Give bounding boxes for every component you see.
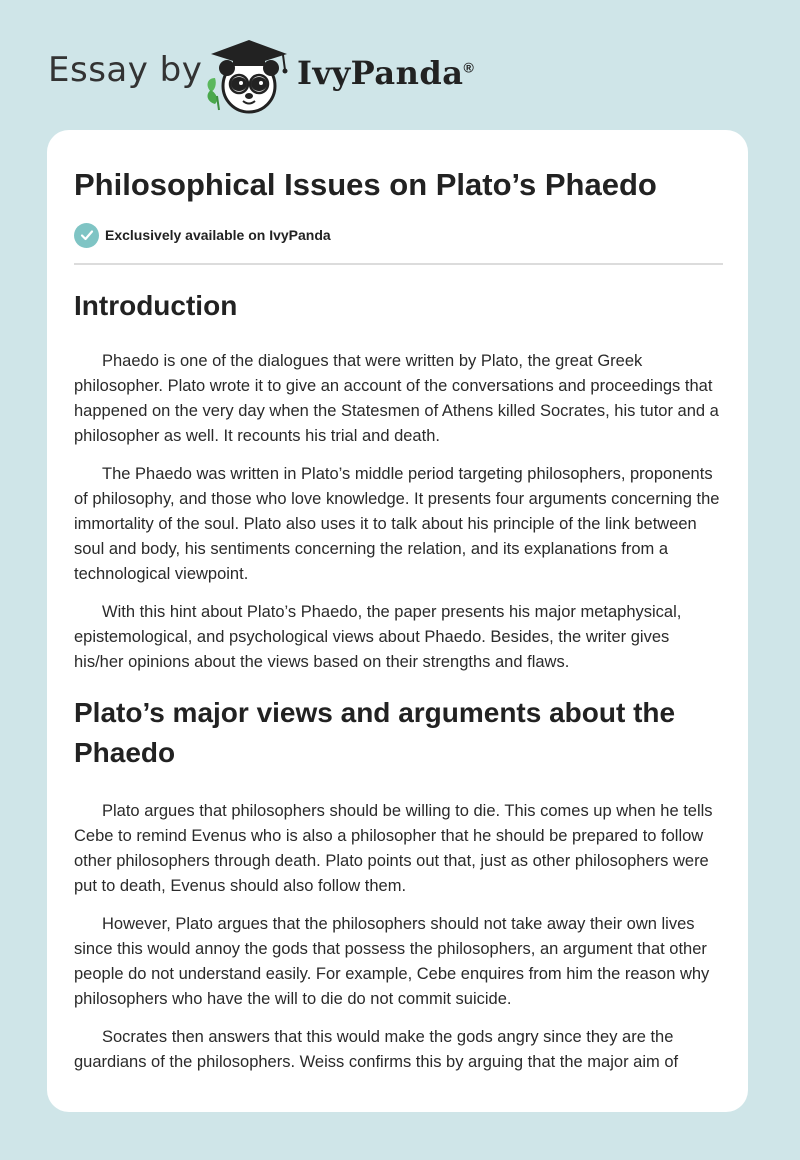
panda-graduate-icon [203, 36, 293, 114]
essay-by-label: Essay by [48, 50, 203, 90]
section-heading-major-views: Plato’s major views and arguments about the Phaedo [74, 697, 676, 768]
registered-mark: ® [463, 59, 475, 76]
paragraph: However, Plato argues that the philosophers should not take away their own lives since this would annoy the gods that possess the philosophers, an argument that other people do not understand easily. For example, Cebe enquires from him the reason why philosophers who have the will to die do not commit suicide. [74, 915, 710, 1008]
check-icon [74, 223, 99, 248]
paragraph: Socrates then answers that this would make the gods angry since they are the guardians of the philosophers. Weiss confirms this by arguing that the major aim of [74, 1028, 679, 1071]
brand-name[interactable]: IvyPanda® [297, 54, 475, 92]
section-heading-introduction: Introduction [74, 290, 238, 321]
paragraph: The Phaedo was written in Plato’s middle period targeting philosophers, proponents of philosophy, and those who love knowledge. It presents four arguments concerning the immortality of the soul. Plato also uses it to talk about his principle of the link between soul and body, his sentiments concerning the relation, and its explanations from a technological viewpoint. [74, 465, 720, 583]
essay-card [47, 130, 748, 1112]
essay-title: Philosophical Issues on Plato’s Phaedo [74, 167, 657, 202]
site-header [48, 30, 548, 110]
paragraph: Plato argues that philosophers should be willing to die. This comes up when he tells Cebe to remind Evenus who is also a philosopher that he should be prepared to follow other philosophers through death. Plato points out that, just as other philosophers were put to death, Evenus should also follow them. [74, 802, 713, 895]
ivypanda-logo[interactable] [203, 36, 293, 114]
divider [74, 263, 723, 265]
paragraph: With this hint about Plato’s Phaedo, the paper presents his major metaphysical, epistemological, and psychological views about Phaedo. Besides, the writer gives his/her opinions about the views based on their strengths and flaws. [74, 603, 682, 671]
exclusive-badge [74, 221, 722, 249]
paragraph: Phaedo is one of the dialogues that were written by Plato, the great Greek philosopher. Plato wrote it to give an account of the conversations and proceedings that happened on the very day when the Statesmen of Athens killed Socrates, his tutor and a philosopher as well. It recounts his trial and death. [74, 352, 719, 445]
exclusive-label: Exclusively available on IvyPanda [105, 227, 331, 243]
